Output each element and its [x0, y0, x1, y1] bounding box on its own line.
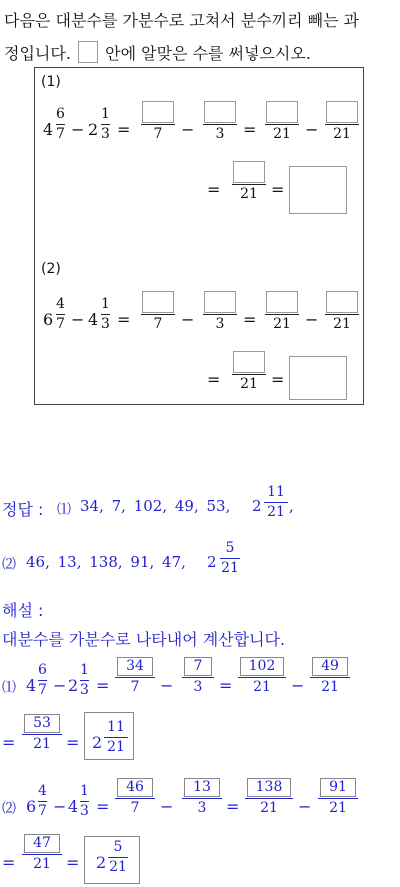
answer-heading: 정답 : [2, 500, 44, 519]
sol-2-result-fraction: 5 21 [109, 839, 127, 875]
sol-2-frac-1: $\frac{46}{7}$ [115, 778, 155, 817]
problem-2-label: (2) [41, 261, 61, 277]
question-line-2: 정입니다. 안에 알맞은 수를 써넣으시오. [4, 37, 398, 70]
answer-1-whole: 2 [252, 497, 262, 515]
sol-2-frac-2: $\frac{13}{3}$ [182, 778, 222, 817]
sol-1-frac-3: $\frac{102}{21}$ [238, 657, 286, 696]
p1-blank-frac-5[interactable]: 21 [232, 161, 266, 203]
answer-1-end: , [289, 497, 294, 515]
p1-blank-frac-1[interactable]: 7 [141, 101, 175, 143]
equals-sign: = [117, 120, 131, 139]
p2-blank-frac-5[interactable]: 21 [232, 351, 266, 393]
sol-1-frac-5: $\frac{53}{21}$ [22, 714, 62, 753]
p2-blank-frac-2[interactable]: 3 [203, 291, 237, 333]
p2-blank-frac-1[interactable]: 7 [141, 291, 175, 333]
p2-b-whole: 4 [88, 310, 99, 329]
p1-blank-frac-4[interactable]: 21 [325, 101, 359, 143]
p1-blank-frac-3[interactable]: 21 [265, 101, 299, 143]
p1-b-fraction: 1 3 [101, 106, 110, 142]
answer-2-values: 46, 13, 138, 91, 47, [26, 553, 186, 571]
p2-blank-frac-4[interactable]: 21 [325, 291, 359, 333]
answer-1-fraction: 11 21 [264, 484, 288, 521]
p1-result-box[interactable] [289, 166, 347, 214]
sol-1-a-fraction: 6 7 [38, 662, 47, 698]
answer-2-whole: 2 [207, 553, 217, 571]
question-line-1: 다음은 대분수를 가분수로 고쳐서 분수끼리 빼는 과 [4, 11, 360, 30]
sol-2-a-fraction: 4 7 [38, 783, 47, 819]
sol-1-frac-1: $\frac{34}{7}$ [115, 657, 155, 696]
sol-2-frac-4: $\frac{91}{21}$ [318, 778, 358, 817]
solution-intro: 대분수를 가분수로 나타내어 계산합니다. [2, 630, 286, 649]
problem-frame: (1) 4 6 7 − 2 1 3 = 7 − 3 = 21 − 21 = 21 = (2) 6 4 7 − 4 1 3 = 7 − 3 = 21 − 21 = 21 = [34, 67, 364, 405]
answer-2-fraction: 5 21 [221, 540, 239, 576]
minus-sign: − [71, 120, 85, 139]
sol-2-frac-5: $\frac{47}{21}$ [22, 834, 62, 873]
answer-1-prefix: ⑴ [57, 502, 71, 518]
p1-b-whole: 2 [88, 120, 99, 139]
p2-result-box[interactable] [289, 356, 347, 400]
p1-blank-frac-2[interactable]: 3 [203, 101, 237, 143]
sol-2-prefix: ⑵ [2, 801, 16, 817]
sol-2-frac-3: $\frac{138}{21}$ [245, 778, 293, 817]
p1-a-fraction: 6 7 [56, 106, 65, 142]
p1-a-whole: 4 [43, 120, 54, 139]
sol-1-b-fraction: 1 3 [80, 662, 89, 698]
p2-a-fraction: 4 7 [56, 296, 65, 332]
sol-1-frac-2: $\frac{7}{3}$ [182, 657, 214, 696]
p2-a-whole: 6 [43, 310, 54, 329]
p2-b-fraction: 1 3 [101, 296, 110, 332]
sol-1-frac-4: $\frac{49}{21}$ [310, 657, 350, 696]
blank-box-icon [78, 41, 98, 63]
question-text [4, 4, 398, 70]
p2-blank-frac-3[interactable]: 21 [265, 291, 299, 333]
sol-2-b-fraction: 1 3 [80, 783, 89, 819]
sol-1-prefix: ⑴ [2, 680, 16, 696]
problem-1-label: (1) [41, 74, 61, 90]
answer-2-prefix: ⑵ [2, 557, 16, 573]
sol-1-result-fraction: 11 21 [104, 719, 128, 756]
answer-1-values: 34, 7, 102, 49, 53, [80, 497, 231, 515]
solution-heading: 해설 : [2, 601, 44, 620]
